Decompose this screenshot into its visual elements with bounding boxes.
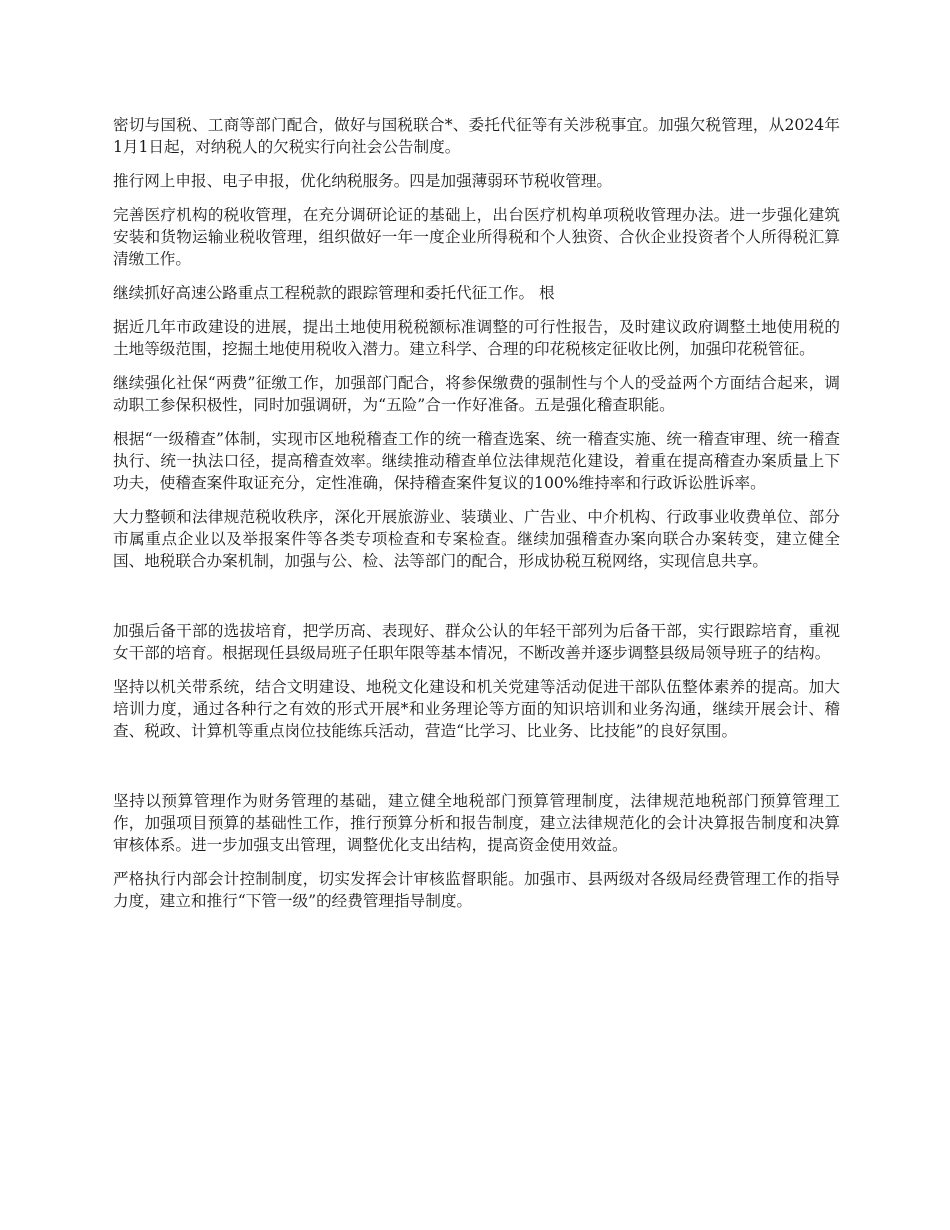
paragraph: 加强后备干部的选拔培育，把学历高、表现好、群众公认的年轻干部列为后备干部，实行跟踪培育，重视女干部的培育。根据现任县级局班子任职年限等基本情况，不断改善并逐步调整县级局领导班子的结构。 [113, 622, 840, 662]
section-cadre-training [113, 620, 840, 742]
paragraph: 继续强化社保“两费”征缴工作，加强部门配合，将参保缴费的强制性与个人的受益两个方面结合起来，调动职工参保积极性，同时加强调研，为“五险”合一作好准备。五是强化稽查职能。 [113, 374, 840, 414]
paragraph: 根据“一级稽查”体制，实现市区地税稽查工作的统一稽查选案、统一稽查实施、统一稽查审理、统一稽查执行、统一执法口径，提高稽查效率。继续推动稽查单位法律规范化建设，着重在提高稽查办案质量上下功夫，使稽查案件取证充分，定性准确，保持稽查案件复议的100%维持率和行政诉讼胜诉率。 [113, 430, 840, 492]
section-spacer [113, 754, 840, 790]
paragraph: 坚持以机关带系统，结合文明建设、地税文化建设和机关党建等活动促进干部队伍整体素养的提高。加大培训力度，通过各种行之有效的形式开展*和业务理论等方面的知识培训和业务沟通，继续开展会计、稽查、税政、计算机等重点岗位技能练兵活动，营造“比学习、比业务、比技能”的良好氛围。 [113, 678, 840, 740]
section-finance-management [113, 790, 840, 912]
paragraph: 严格执行内部会计控制制度，切实发挥会计审核监督职能。加强市、县两级对各级局经费管理工作的指导力度，建立和推行“下管一级”的经费管理指导制度。 [113, 870, 840, 910]
paragraph: 推行网上申报、电子申报，优化纳税服务。四是加强薄弱环节税收管理。 [113, 172, 613, 190]
paragraph: 继续抓好高速公路重点工程税款的跟踪管理和委托代征工作。 根 [113, 284, 555, 302]
paragraph: 密切与国税、工商等部门配合，做好与国税联合*、委托代征等有关涉税事宜。加强欠税管理，从2024年1月1日起，对纳税人的欠税实行向社会公告制度。 [113, 116, 840, 156]
paragraph: 据近几年市政建设的进展，提出土地使用税税额标准调整的可行性报告，及时建议政府调整土地使用税的土地等级范围，挖掘土地使用税收入潜力。建立科学、合理的印花税核定征收比例，加强印花税管征。 [113, 318, 840, 358]
document-page [113, 114, 840, 924]
paragraph: 坚持以预算管理作为财务管理的基础，建立健全地税部门预算管理制度，法律规范地税部门预算管理工作，加强项目预算的基础性工作，推行预算分析和报告制度，建立法律规范化的会计决算报告制度和决算审核体系。进一步加强支出管理，调整优化支出结构，提高资金使用效益。 [113, 792, 840, 854]
section-spacer [113, 584, 840, 620]
paragraph: 大力整顿和法律规范税收秩序，深化开展旅游业、装璜业、广告业、中介机构、行政事业收费单位、部分市属重点企业以及举报案件等各类专项检查和专案检查。继续加强稽查办案向联合办案转变，建立健全国、地税联合办案机制，加强与公、检、法等部门的配合，形成协税互税网络，实现信息共享。 [113, 508, 840, 570]
section-tax-management [113, 114, 840, 572]
paragraph: 完善医疗机构的税收管理，在充分调研论证的基础上，出台医疗机构单项税收管理办法。进一步强化建筑安装和货物运输业税收管理，组织做好一年一度企业所得税和个人独资、合伙企业投资者个人所得税汇算清缴工作。 [113, 206, 840, 268]
